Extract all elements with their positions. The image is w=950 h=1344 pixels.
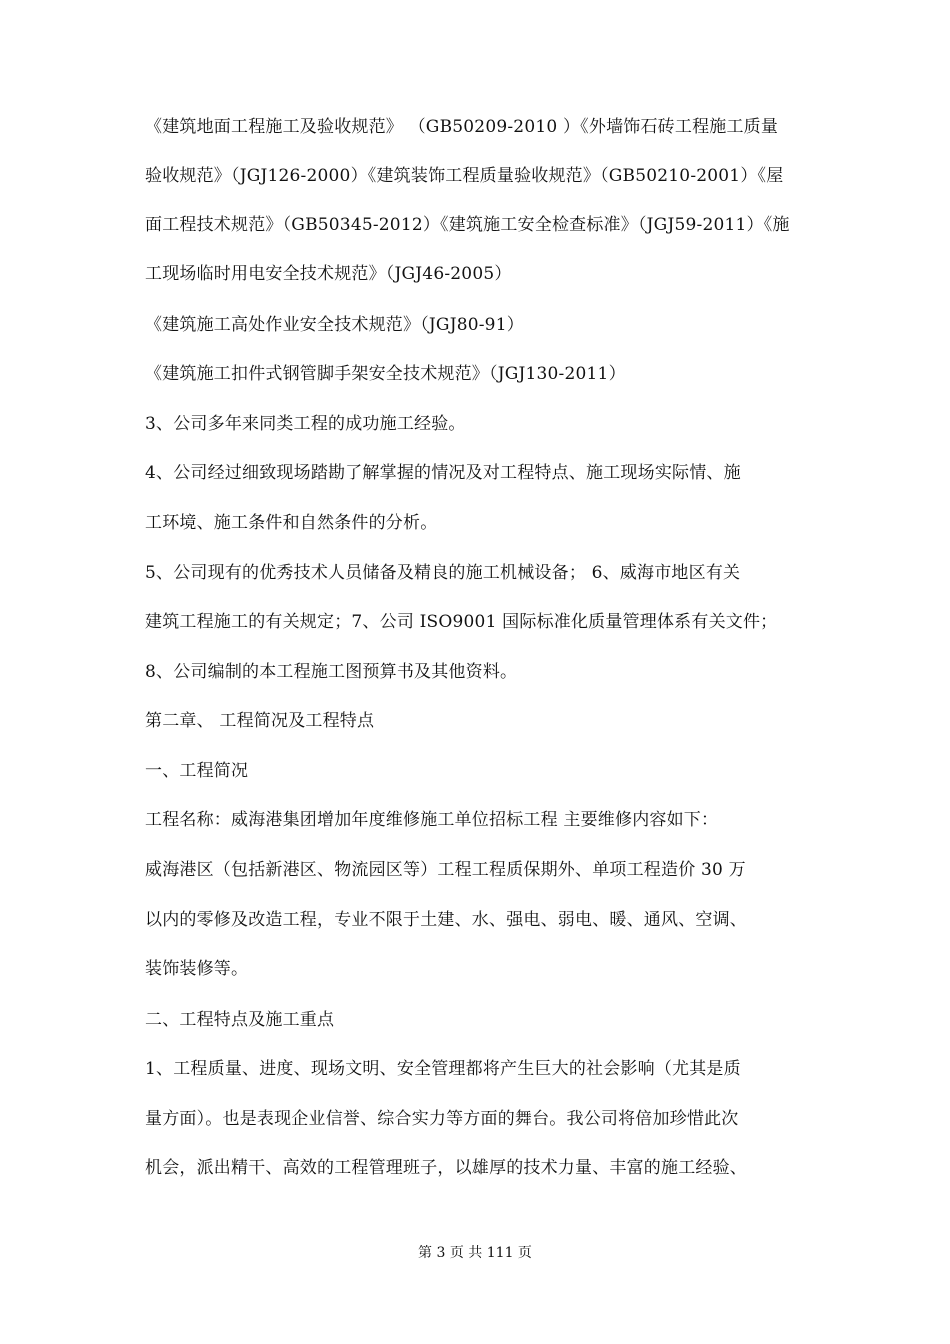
text-line: 工环境、施工条件和自然条件的分析。	[145, 513, 438, 533]
text-line: 装饰装修等。	[145, 959, 249, 979]
text-line: 机会，派出精干、高效的工程管理班子，以雄厚的技术力量、丰富的施工经验、	[145, 1158, 747, 1178]
text-line: 《建筑施工高处作业安全技术规范》（JGJ80-91）	[145, 315, 524, 335]
text-line: 量方面）。也是表现企业信誉、综合实力等方面的舞台。我公司将倍加珍惜此次	[145, 1109, 739, 1129]
text-line: 《建筑地面工程施工及验收规范》 （GB50209-2010 ）《外墙饰石砖工程施工质量	[145, 117, 779, 137]
text-line: 工现场临时用电安全技术规范》（JGJ46-2005）	[145, 264, 512, 284]
text-line: 以内的零修及改造工程，专业不限于土建、水、强电、弱电、暖、通风、空调、	[145, 910, 747, 930]
text-line: 8、公司编制的本工程施工图预算书及其他资料。	[145, 662, 518, 682]
section-heading: 二、工程特点及施工重点	[145, 1010, 335, 1030]
text-line: 建筑工程施工的有关规定；7、公司 ISO9001 国际标准化质量管理体系有关文件；	[145, 612, 778, 632]
text-line: 威海港区（包括新港区、物流园区等）工程工程质保期外、单项工程造价 30 万	[145, 860, 746, 880]
text-line: 面工程技术规范》（GB50345-2012）《建筑施工安全检查标准》（JGJ59-2011）《施	[145, 215, 790, 235]
text-line: 1、工程质量、进度、现场文明、安全管理都将产生巨大的社会影响（尤其是质	[145, 1059, 741, 1079]
text-line: 5、公司现有的优秀技术人员储备及精良的施工机械设备； 6、威海市地区有关	[145, 563, 741, 583]
text-line: 3、公司多年来同类工程的成功施工经验。	[145, 414, 466, 434]
text-line: 《建筑施工扣件式钢管脚手架安全技术规范》（JGJ130-2011）	[145, 364, 626, 384]
page-number: 第 3 页 共 111 页	[418, 1245, 532, 1261]
text-line: 4、公司经过细致现场踏勘了解掌握的情况及对工程特点、施工现场实际情、施	[145, 463, 741, 483]
text-line: 验收规范》（JGJ126-2000）《建筑装饰工程质量验收规范》（GB50210-2001）《屋	[145, 166, 784, 186]
chapter-heading: 第二章、 工程简况及工程特点	[145, 711, 375, 731]
section-heading: 一、工程简况	[145, 761, 249, 781]
text-line: 工程名称：威海港集团增加年度维修施工单位招标工程 主要维修内容如下：	[145, 810, 719, 830]
